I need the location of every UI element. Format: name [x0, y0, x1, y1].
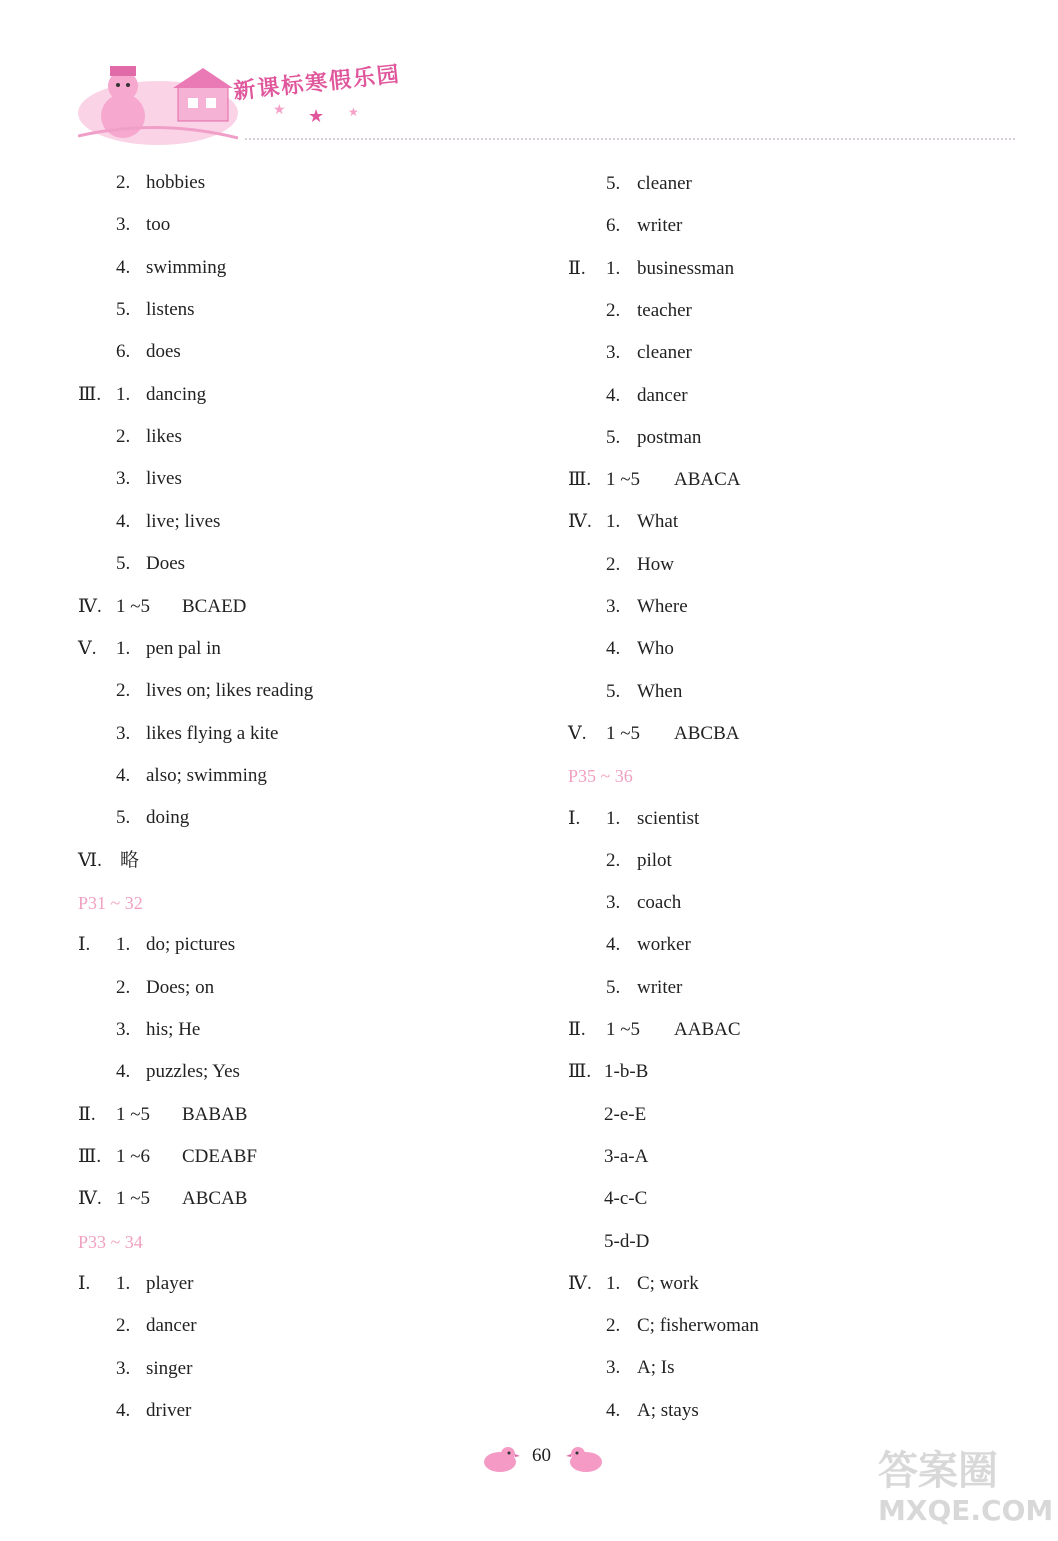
answer-text: worker [637, 934, 691, 956]
answer-text: writer [637, 976, 683, 998]
item-number: 4. [606, 638, 621, 660]
answer-text: lives on; likes reading [146, 680, 314, 702]
section-page-range: P35 ~ 36 [568, 766, 633, 787]
item-number: 3. [606, 596, 621, 617]
header-title: 新课标寒假乐园 [232, 62, 403, 105]
item-number: 4. [606, 384, 621, 406]
answer-text: BABAB [182, 1103, 248, 1125]
item-number: 1. [606, 511, 621, 533]
page-header [78, 58, 1018, 148]
answer-text: singer [146, 1357, 193, 1379]
item-number: 1. [116, 934, 131, 956]
item-number: 1 ~5 [606, 1019, 641, 1040]
answer-text: BCAED [182, 595, 247, 617]
item-number: 4. [606, 1399, 621, 1421]
item-number: 4. [116, 1400, 131, 1422]
answer-text: teacher [637, 299, 692, 321]
item-number: 1 ~5 [116, 1188, 151, 1210]
answer-text: cleaner [637, 173, 692, 194]
item-number: 3. [116, 214, 131, 236]
section-page-range: P31 ~ 32 [78, 892, 143, 913]
item-number: 3. [606, 342, 621, 364]
item-number: 2. [116, 680, 131, 702]
answer-text: 1-b-B [604, 1061, 649, 1083]
item-number: 2. [606, 553, 621, 575]
item-number: 6. [116, 341, 131, 363]
answer-text: ABACA [674, 469, 741, 491]
answer-text: scientist [637, 807, 700, 829]
answer-text: Where [637, 596, 688, 617]
answer-text: do; pictures [146, 934, 236, 956]
item-number: 6. [606, 215, 621, 237]
answer-text: A; stays [637, 1399, 699, 1421]
answer-text: dancing [146, 383, 207, 405]
answer-text: 4-c-C [604, 1188, 648, 1210]
section-heading [568, 764, 633, 789]
answer-text: coach [637, 892, 682, 914]
svg-text:★: ★ [308, 106, 325, 126]
roman-numeral: Ⅲ. [568, 1061, 592, 1083]
answer-text: too [146, 214, 171, 236]
item-number: 2. [116, 1315, 131, 1337]
answer-text: 2-e-E [604, 1103, 647, 1125]
item-number: 4. [606, 934, 621, 956]
watermark-url: MXQE.COM [878, 1494, 1054, 1527]
answer-text: puzzles; Yes [146, 1061, 240, 1083]
answer-text: does [146, 341, 181, 363]
page-number: 60 [532, 1445, 551, 1466]
answer-text: likes flying a kite [146, 722, 279, 744]
answer-text: When [637, 680, 683, 702]
answer-text: driver [146, 1400, 192, 1422]
item-number: 3. [116, 722, 131, 744]
item-number: 1 ~6 [116, 1146, 151, 1168]
item-number: 3. [606, 892, 621, 914]
watermark [878, 1448, 1054, 1538]
answer-text: Does [146, 553, 186, 575]
answer-text: doing [146, 807, 190, 829]
item-number: 3. [116, 1357, 131, 1379]
item-number: 3. [116, 468, 131, 490]
answer-text: C; work [637, 1272, 699, 1294]
item-number: 2. [116, 172, 131, 193]
answer-text: his; He [146, 1019, 201, 1040]
roman-numeral: Ⅳ. [78, 1188, 102, 1210]
answer-text: AABAC [674, 1019, 741, 1040]
item-number: 1. [116, 383, 131, 405]
answer-text: dancer [637, 384, 688, 406]
item-number: 5. [606, 426, 621, 448]
roman-numeral: Ⅴ. [78, 637, 97, 659]
answer-text: postman [637, 426, 702, 448]
roman-numeral: Ⅲ. [78, 383, 102, 405]
answer-text: 5-d-D [604, 1230, 650, 1252]
item-number: 2. [116, 976, 131, 998]
answer-text: businessman [637, 257, 735, 279]
answer-text: pen pal in [146, 637, 221, 659]
answer-text: C; fisherwoman [637, 1315, 759, 1337]
roman-numeral: Ⅲ. [78, 1146, 102, 1168]
answer-text: listens [146, 299, 195, 321]
section-page-range: P33 ~ 34 [78, 1231, 143, 1252]
answer-text: 略 [120, 849, 140, 871]
item-number: 5. [606, 680, 621, 702]
watermark-logo-text: 答案圈 [878, 1448, 998, 1494]
item-number: 1 ~5 [606, 469, 641, 491]
section-heading [78, 891, 143, 916]
answer-text: player [146, 1273, 194, 1295]
bird-icon [566, 1444, 608, 1474]
item-number: 2. [606, 299, 621, 321]
answer-text: also; swimming [146, 764, 267, 786]
item-number: 1 ~5 [606, 722, 641, 744]
answer-text: ABCBA [674, 722, 740, 744]
answer-text: likes [146, 426, 182, 448]
item-number: 1 ~5 [116, 1103, 151, 1125]
item-number: 2. [606, 1315, 621, 1337]
item-number: 2. [116, 426, 131, 448]
item-number: 2. [606, 849, 621, 871]
star-icon [268, 92, 388, 132]
item-number: 4. [116, 764, 131, 786]
item-number: 5. [606, 976, 621, 998]
answer-text: pilot [637, 849, 672, 871]
item-number: 1. [606, 807, 621, 829]
answer-text: ABCAB [182, 1188, 248, 1210]
item-number: 1. [116, 637, 131, 659]
answer-text: How [637, 553, 674, 575]
answer-text: cleaner [637, 342, 692, 364]
answer-text: hobbies [146, 172, 206, 193]
roman-numeral: Ⅰ. [568, 807, 581, 829]
answer-text: What [637, 511, 679, 533]
bird-icon [478, 1444, 520, 1474]
answer-text: 3-a-A [604, 1145, 649, 1167]
item-number: 1. [116, 1273, 131, 1295]
roman-numeral: Ⅴ. [568, 722, 587, 744]
item-number: 5. [116, 299, 131, 321]
roman-numeral: Ⅲ. [568, 469, 592, 491]
item-number: 4. [116, 510, 131, 532]
item-number: 1. [606, 257, 621, 279]
roman-numeral: Ⅰ. [78, 1273, 91, 1295]
answer-text: live; lives [146, 510, 221, 532]
roman-numeral: Ⅰ. [78, 934, 91, 956]
roman-numeral: Ⅱ. [568, 257, 586, 279]
answer-text: lives [146, 468, 182, 490]
item-number: 5. [116, 553, 131, 575]
header-divider [245, 138, 1015, 140]
item-number: 4. [116, 256, 131, 278]
svg-text:★: ★ [273, 103, 286, 118]
answer-text: A; Is [637, 1357, 675, 1379]
roman-numeral: Ⅵ. [78, 849, 102, 871]
item-number: 4. [116, 1061, 131, 1083]
item-number: 3. [606, 1357, 621, 1379]
roman-numeral: Ⅳ. [568, 1272, 592, 1294]
answer-text: writer [637, 215, 683, 237]
roman-numeral: Ⅱ. [78, 1103, 96, 1125]
answer-text: CDEABF [182, 1146, 257, 1168]
answer-text: dancer [146, 1315, 197, 1337]
svg-text:★: ★ [348, 105, 359, 119]
item-number: 1. [606, 1272, 621, 1294]
item-number: 5. [606, 173, 621, 194]
item-number: 1 ~5 [116, 595, 151, 617]
roman-numeral: Ⅱ. [568, 1019, 586, 1040]
answer-text: Does; on [146, 976, 215, 998]
item-number: 5. [116, 807, 131, 829]
roman-numeral: Ⅳ. [568, 511, 592, 533]
section-heading [78, 1230, 143, 1255]
item-number: 3. [116, 1019, 131, 1040]
roman-numeral: Ⅳ. [78, 595, 102, 617]
answer-text: swimming [146, 256, 227, 278]
answer-text: Who [637, 638, 674, 660]
